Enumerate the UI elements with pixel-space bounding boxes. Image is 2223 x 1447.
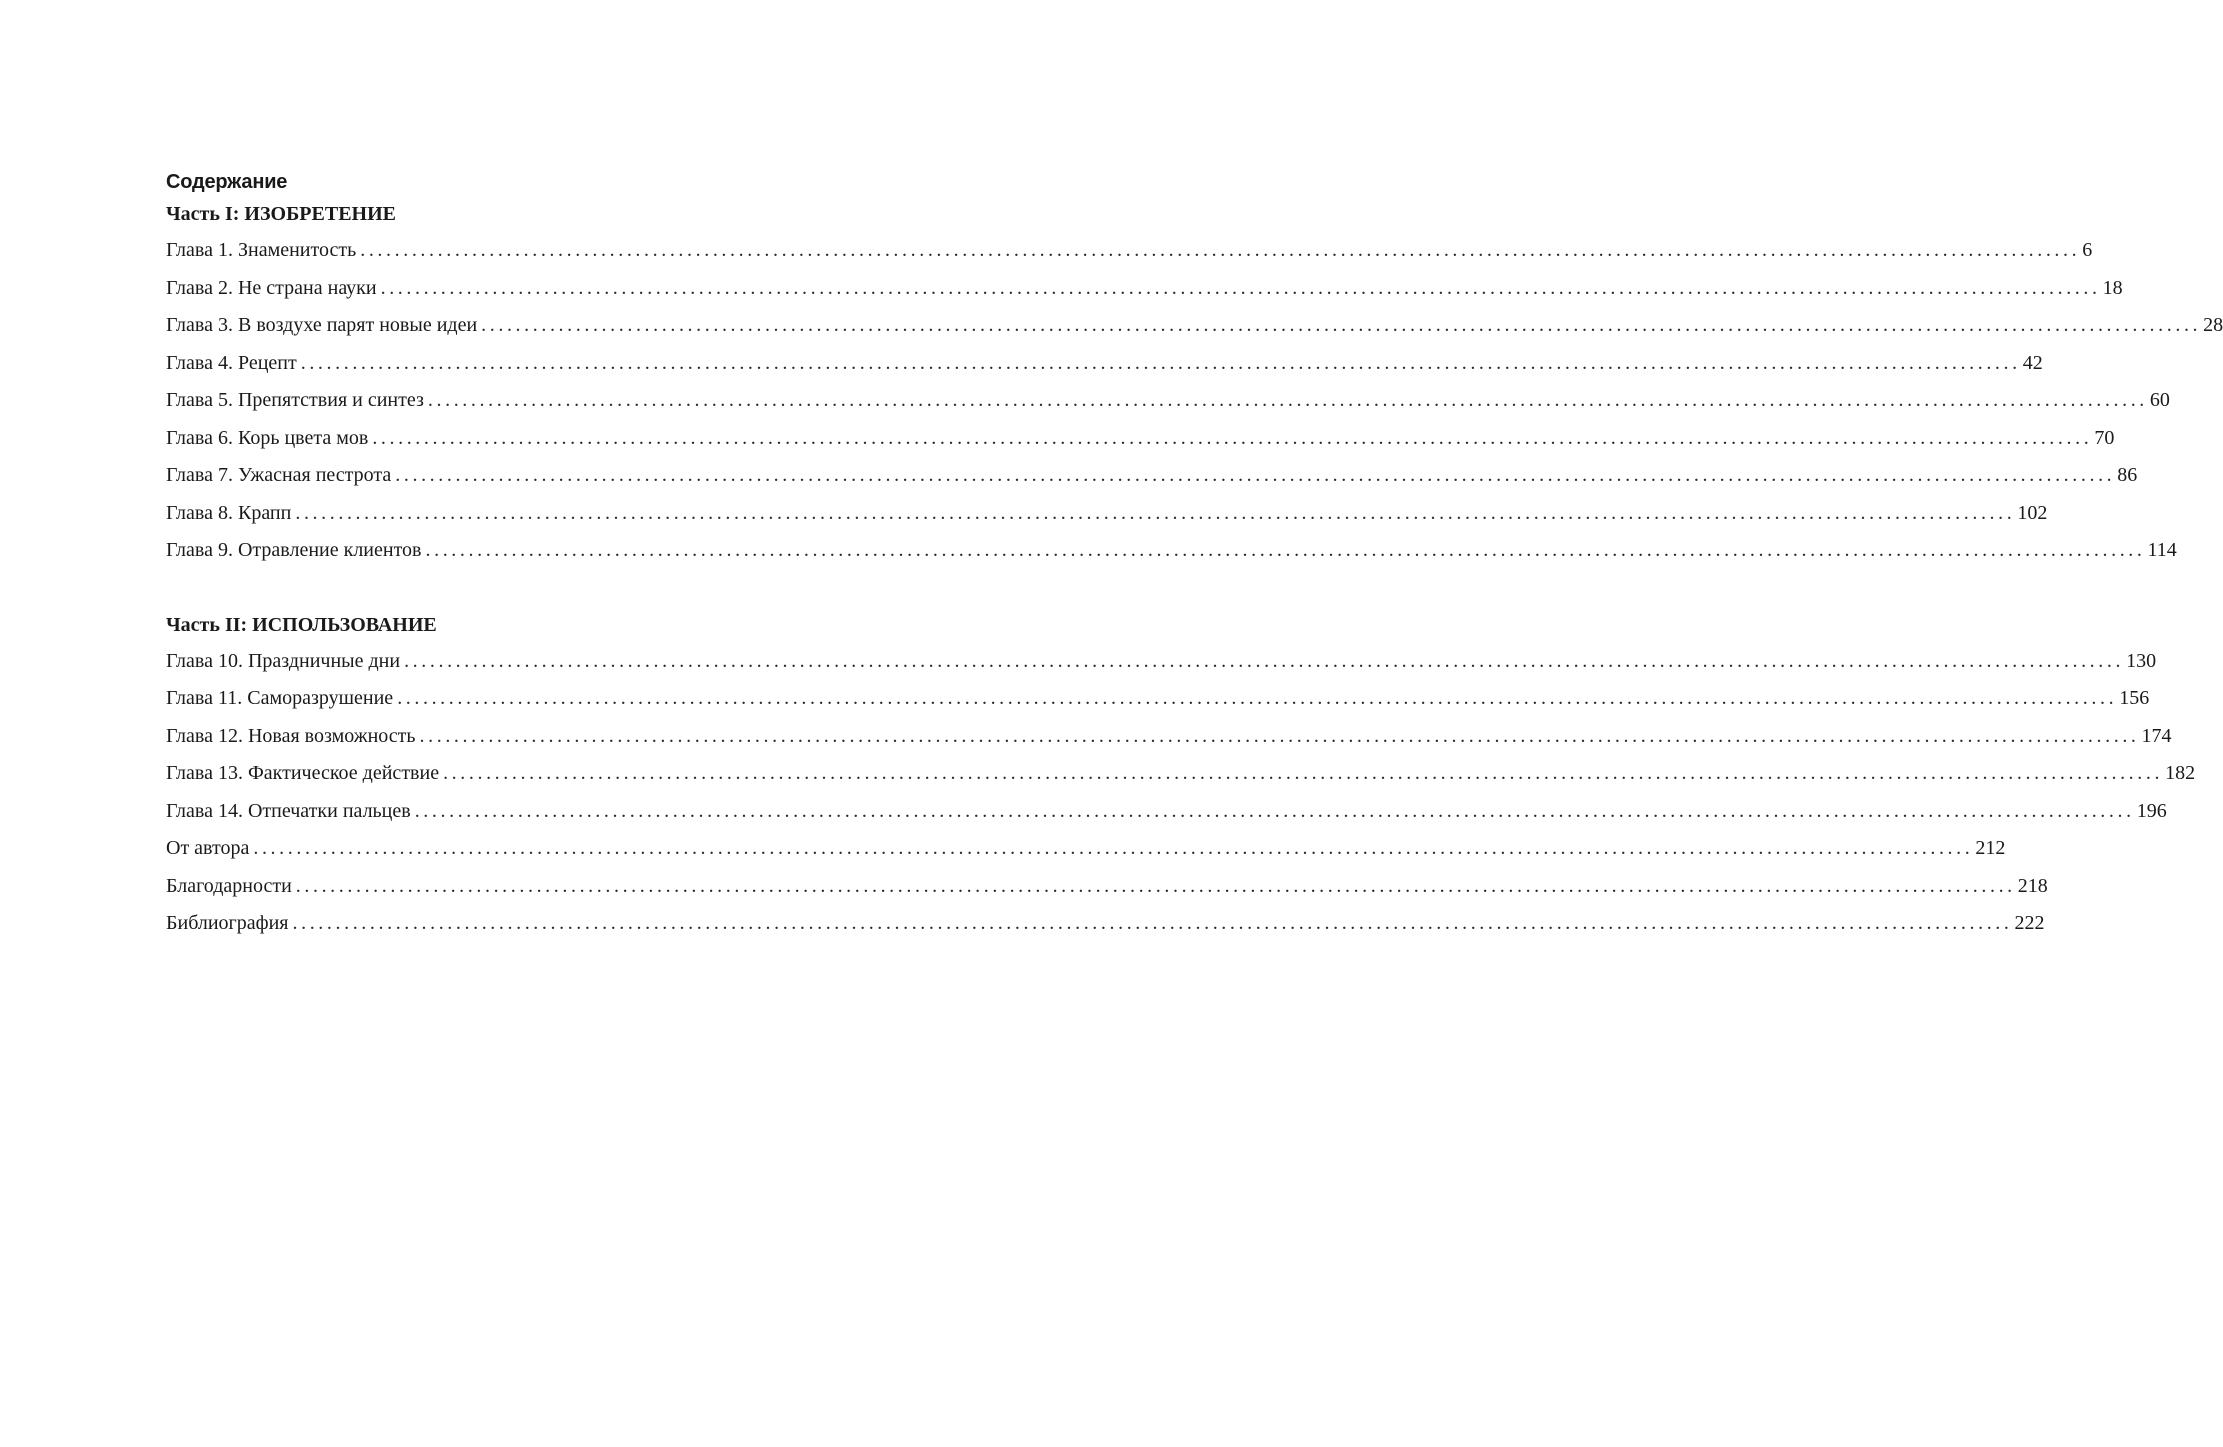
- entry-label: Библиография: [166, 912, 289, 934]
- entry-label: Глава 12. Новая возможность: [166, 724, 416, 747]
- entry-label: Глава 2. Не страна науки: [166, 276, 377, 299]
- part-spacer: [166, 570, 872, 607]
- entry-label: Глава 9. Отравление клиентов: [166, 539, 422, 561]
- entry-label: Глава 5. Препятствия и синтез: [166, 389, 424, 411]
- dot-leader: ........................................................................................................................................................................................................: [481, 314, 2202, 336]
- page-number: 114: [2147, 539, 2177, 561]
- page-number: 42: [2022, 351, 2043, 374]
- page-number: 6: [2082, 239, 2093, 261]
- toc-entry[interactable]: [166, 457, 2138, 495]
- page-number: 130: [2126, 649, 2157, 672]
- page-number: 60: [2149, 389, 2170, 411]
- dot-leader: ........................................................................................................................................................................................................: [300, 351, 2021, 374]
- part-heading: Часть I: ИЗОБРЕТЕНИЕ: [166, 203, 396, 225]
- dot-leader: ........................................................................................................................................................................................................: [372, 426, 2093, 449]
- entry-label: Глава 6. Корь цвета мов: [166, 426, 369, 449]
- entry-label: Глава 8. Крапп: [166, 501, 292, 524]
- page-number: 212: [1975, 837, 2006, 859]
- dot-leader: ........................................................................................................................................................................................................: [425, 539, 2146, 561]
- toc-entry[interactable]: [166, 307, 2223, 345]
- toc-entry[interactable]: [166, 830, 2006, 868]
- page-number: 222: [2014, 912, 2045, 934]
- toc-entry[interactable]: [166, 532, 2177, 570]
- page-number: 156: [2119, 687, 2150, 709]
- entry-label: Глава 13. Фактическое действие: [166, 762, 440, 784]
- toc-title: Содержание: [166, 171, 288, 193]
- page-number: 174: [2141, 724, 2172, 747]
- entry-label: Благодарности: [166, 874, 292, 897]
- page-number: 70: [2094, 426, 2115, 449]
- chapter-list: [166, 643, 2196, 943]
- toc-entry[interactable]: [166, 868, 2048, 906]
- dot-leader: ........................................................................................................................................................................................................: [419, 724, 2140, 747]
- dot-leader: ........................................................................................................................................................................................................: [397, 687, 2118, 709]
- entry-label: Глава 14. Отпечатки пальцев: [166, 799, 411, 822]
- entry-label: Глава 7. Ужасная пестрота: [166, 464, 392, 486]
- entry-label: Глава 1. Знаменитость: [166, 239, 357, 261]
- toc-entry[interactable]: [166, 420, 2115, 458]
- chapter-list: [166, 232, 2223, 570]
- dot-leader: ........................................................................................................................................................................................................: [292, 912, 2013, 934]
- dot-leader: ........................................................................................................................................................................................................: [404, 649, 2125, 672]
- toc-entry[interactable]: [166, 232, 2093, 270]
- dot-leader: ........................................................................................................................................................................................................: [427, 389, 2148, 411]
- dot-leader: ........................................................................................................................................................................................................: [414, 799, 2135, 822]
- toc-entry[interactable]: [166, 643, 2157, 681]
- dot-leader: ........................................................................................................................................................................................................: [253, 837, 1974, 859]
- part-heading: Часть II: ИСПОЛЬЗОВАНИЕ: [166, 613, 437, 636]
- dot-leader: ........................................................................................................................................................................................................: [360, 239, 2081, 261]
- toc-entry[interactable]: [166, 755, 2196, 793]
- page-number: 28: [2203, 314, 2223, 336]
- toc-entry[interactable]: [166, 270, 2123, 308]
- dot-leader: ........................................................................................................................................................................................................: [443, 762, 2164, 784]
- entry-label: От автора: [166, 837, 250, 859]
- dot-leader: ........................................................................................................................................................................................................: [395, 464, 2116, 486]
- toc-entry[interactable]: [166, 718, 2172, 756]
- table-of-contents: [166, 168, 2223, 943]
- page-number: 182: [2165, 762, 2196, 784]
- toc-entry[interactable]: [166, 793, 2167, 831]
- toc-entry[interactable]: [166, 495, 2048, 533]
- entry-label: Глава 4. Рецепт: [166, 351, 297, 374]
- page-number: 86: [2117, 464, 2138, 486]
- toc-entry[interactable]: [166, 680, 2150, 718]
- dot-leader: ........................................................................................................................................................................................................: [295, 874, 2016, 897]
- toc-entry[interactable]: [166, 382, 2170, 420]
- page-number: 18: [2102, 276, 2123, 299]
- entry-label: Глава 11. Саморазрушение: [166, 687, 394, 709]
- page-number: 196: [2136, 799, 2167, 822]
- page-number: 218: [2017, 874, 2048, 897]
- entry-label: Глава 10. Праздничные дни: [166, 649, 401, 672]
- toc-entry[interactable]: [166, 905, 2045, 943]
- dot-leader: ........................................................................................................................................................................................................: [380, 276, 2101, 299]
- dot-leader: ........................................................................................................................................................................................................: [295, 501, 2016, 524]
- part-section: [166, 607, 2196, 943]
- entry-label: Глава 3. В воздухе парят новые идеи: [166, 314, 478, 336]
- toc-entry[interactable]: [166, 345, 2043, 383]
- part-section: [166, 196, 2223, 570]
- page-number: 102: [2017, 501, 2048, 524]
